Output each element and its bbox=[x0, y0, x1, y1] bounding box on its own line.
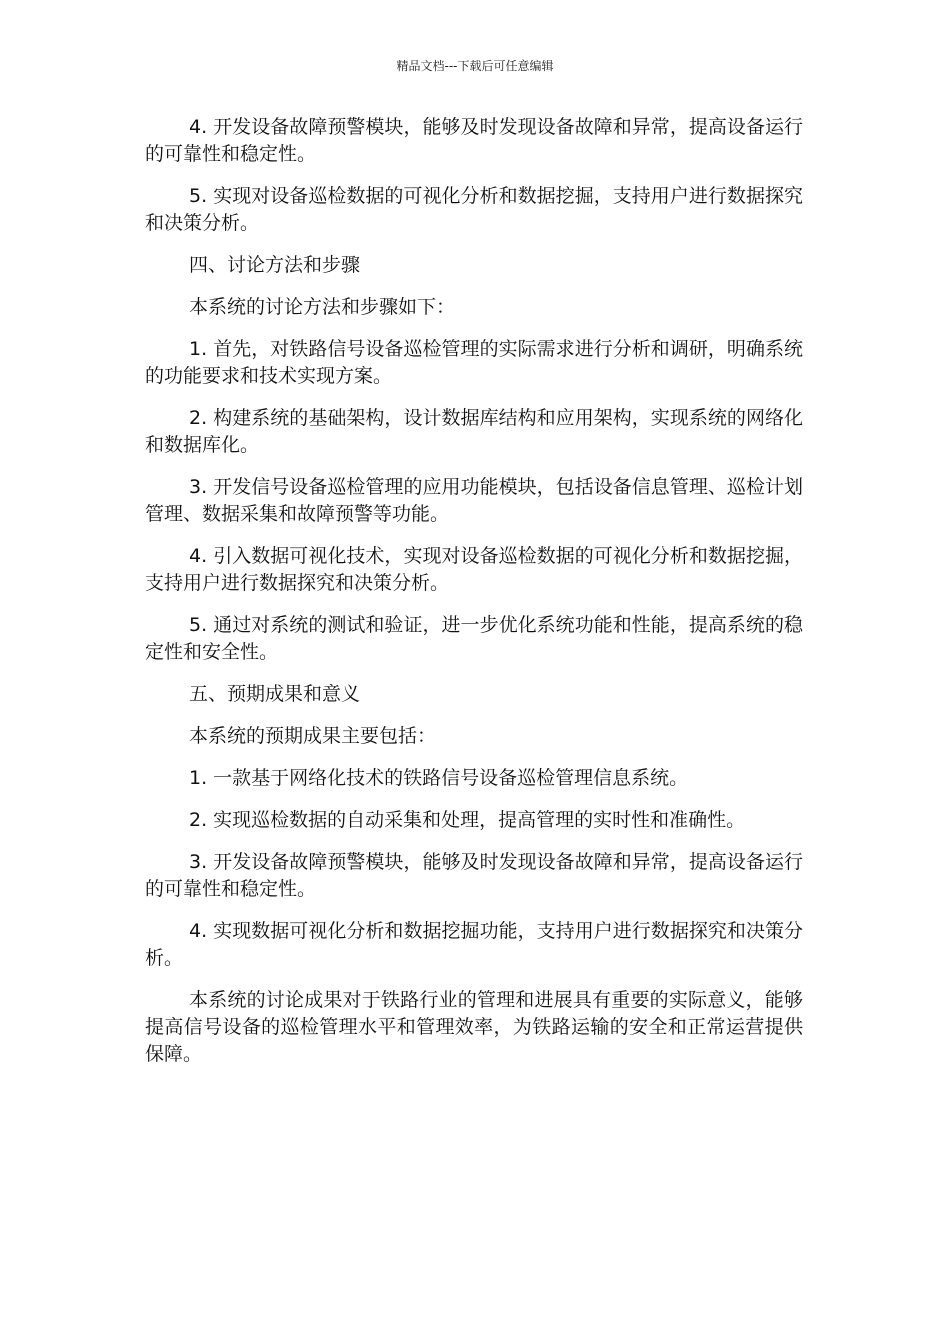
section-heading-methods: 四、讨论方法和步骤 bbox=[189, 254, 361, 276]
significance-paragraph: 本系统的讨论成果对于铁路行业的管理和进展具有重要的实际意义，能够提高信号设备的巡检管理水平和管理效率，为铁路运输的安全和正常运营提供保障。 bbox=[145, 989, 803, 1065]
method-step-2: 2. 构建系统的基础架构，设计数据库结构和应用架构，实现系统的网络化和数据库化。 bbox=[145, 407, 803, 456]
list-item-dev-fault-warning: 4. 开发设备故障预警模块，能够及时发现设备故障和异常，提高设备运行的可靠性和稳定性。 bbox=[145, 116, 803, 165]
method-step-3: 3. 开发信号设备巡检管理的应用功能模块，包括设备信息管理、巡检计划管理、数据采集和故障预警等功能。 bbox=[145, 476, 803, 525]
document-body bbox=[145, 114, 803, 1083]
method-step-4: 4. 引入数据可视化技术，实现对设备巡检数据的可视化分析和数据挖掘，支持用户进行数据探究和决策分析。 bbox=[145, 545, 803, 594]
list-item-visual-analysis: 5. 实现对设备巡检数据的可视化分析和数据挖掘，支持用户进行数据探究和决策分析。 bbox=[145, 185, 803, 234]
outcome-item-1: 1. 一款基于网络化技术的铁路信号设备巡检管理信息系统。 bbox=[189, 767, 689, 789]
outcomes-intro: 本系统的预期成果主要包括： bbox=[189, 725, 437, 747]
methods-intro: 本系统的讨论方法和步骤如下： bbox=[189, 296, 456, 318]
section-heading-outcomes: 五、预期成果和意义 bbox=[189, 683, 361, 705]
method-step-1: 1. 首先，对铁路信号设备巡检管理的实际需求进行分析和调研，明确系统的功能要求和技术实现方案。 bbox=[145, 338, 803, 387]
page-header: 精品文档---下载后可任意编辑 bbox=[396, 59, 554, 73]
outcome-item-4: 4. 实现数据可视化分析和数据挖掘功能，支持用户进行数据探究和决策分析。 bbox=[145, 920, 803, 969]
outcome-item-2: 2. 实现巡检数据的自动采集和处理，提高管理的实时性和准确性。 bbox=[189, 809, 746, 831]
method-step-5: 5. 通过对系统的测试和验证，进一步优化系统功能和性能，提高系统的稳定性和安全性。 bbox=[145, 614, 803, 663]
outcome-item-3: 3. 开发设备故障预警模块，能够及时发现设备故障和异常，提高设备运行的可靠性和稳定性。 bbox=[145, 851, 803, 900]
